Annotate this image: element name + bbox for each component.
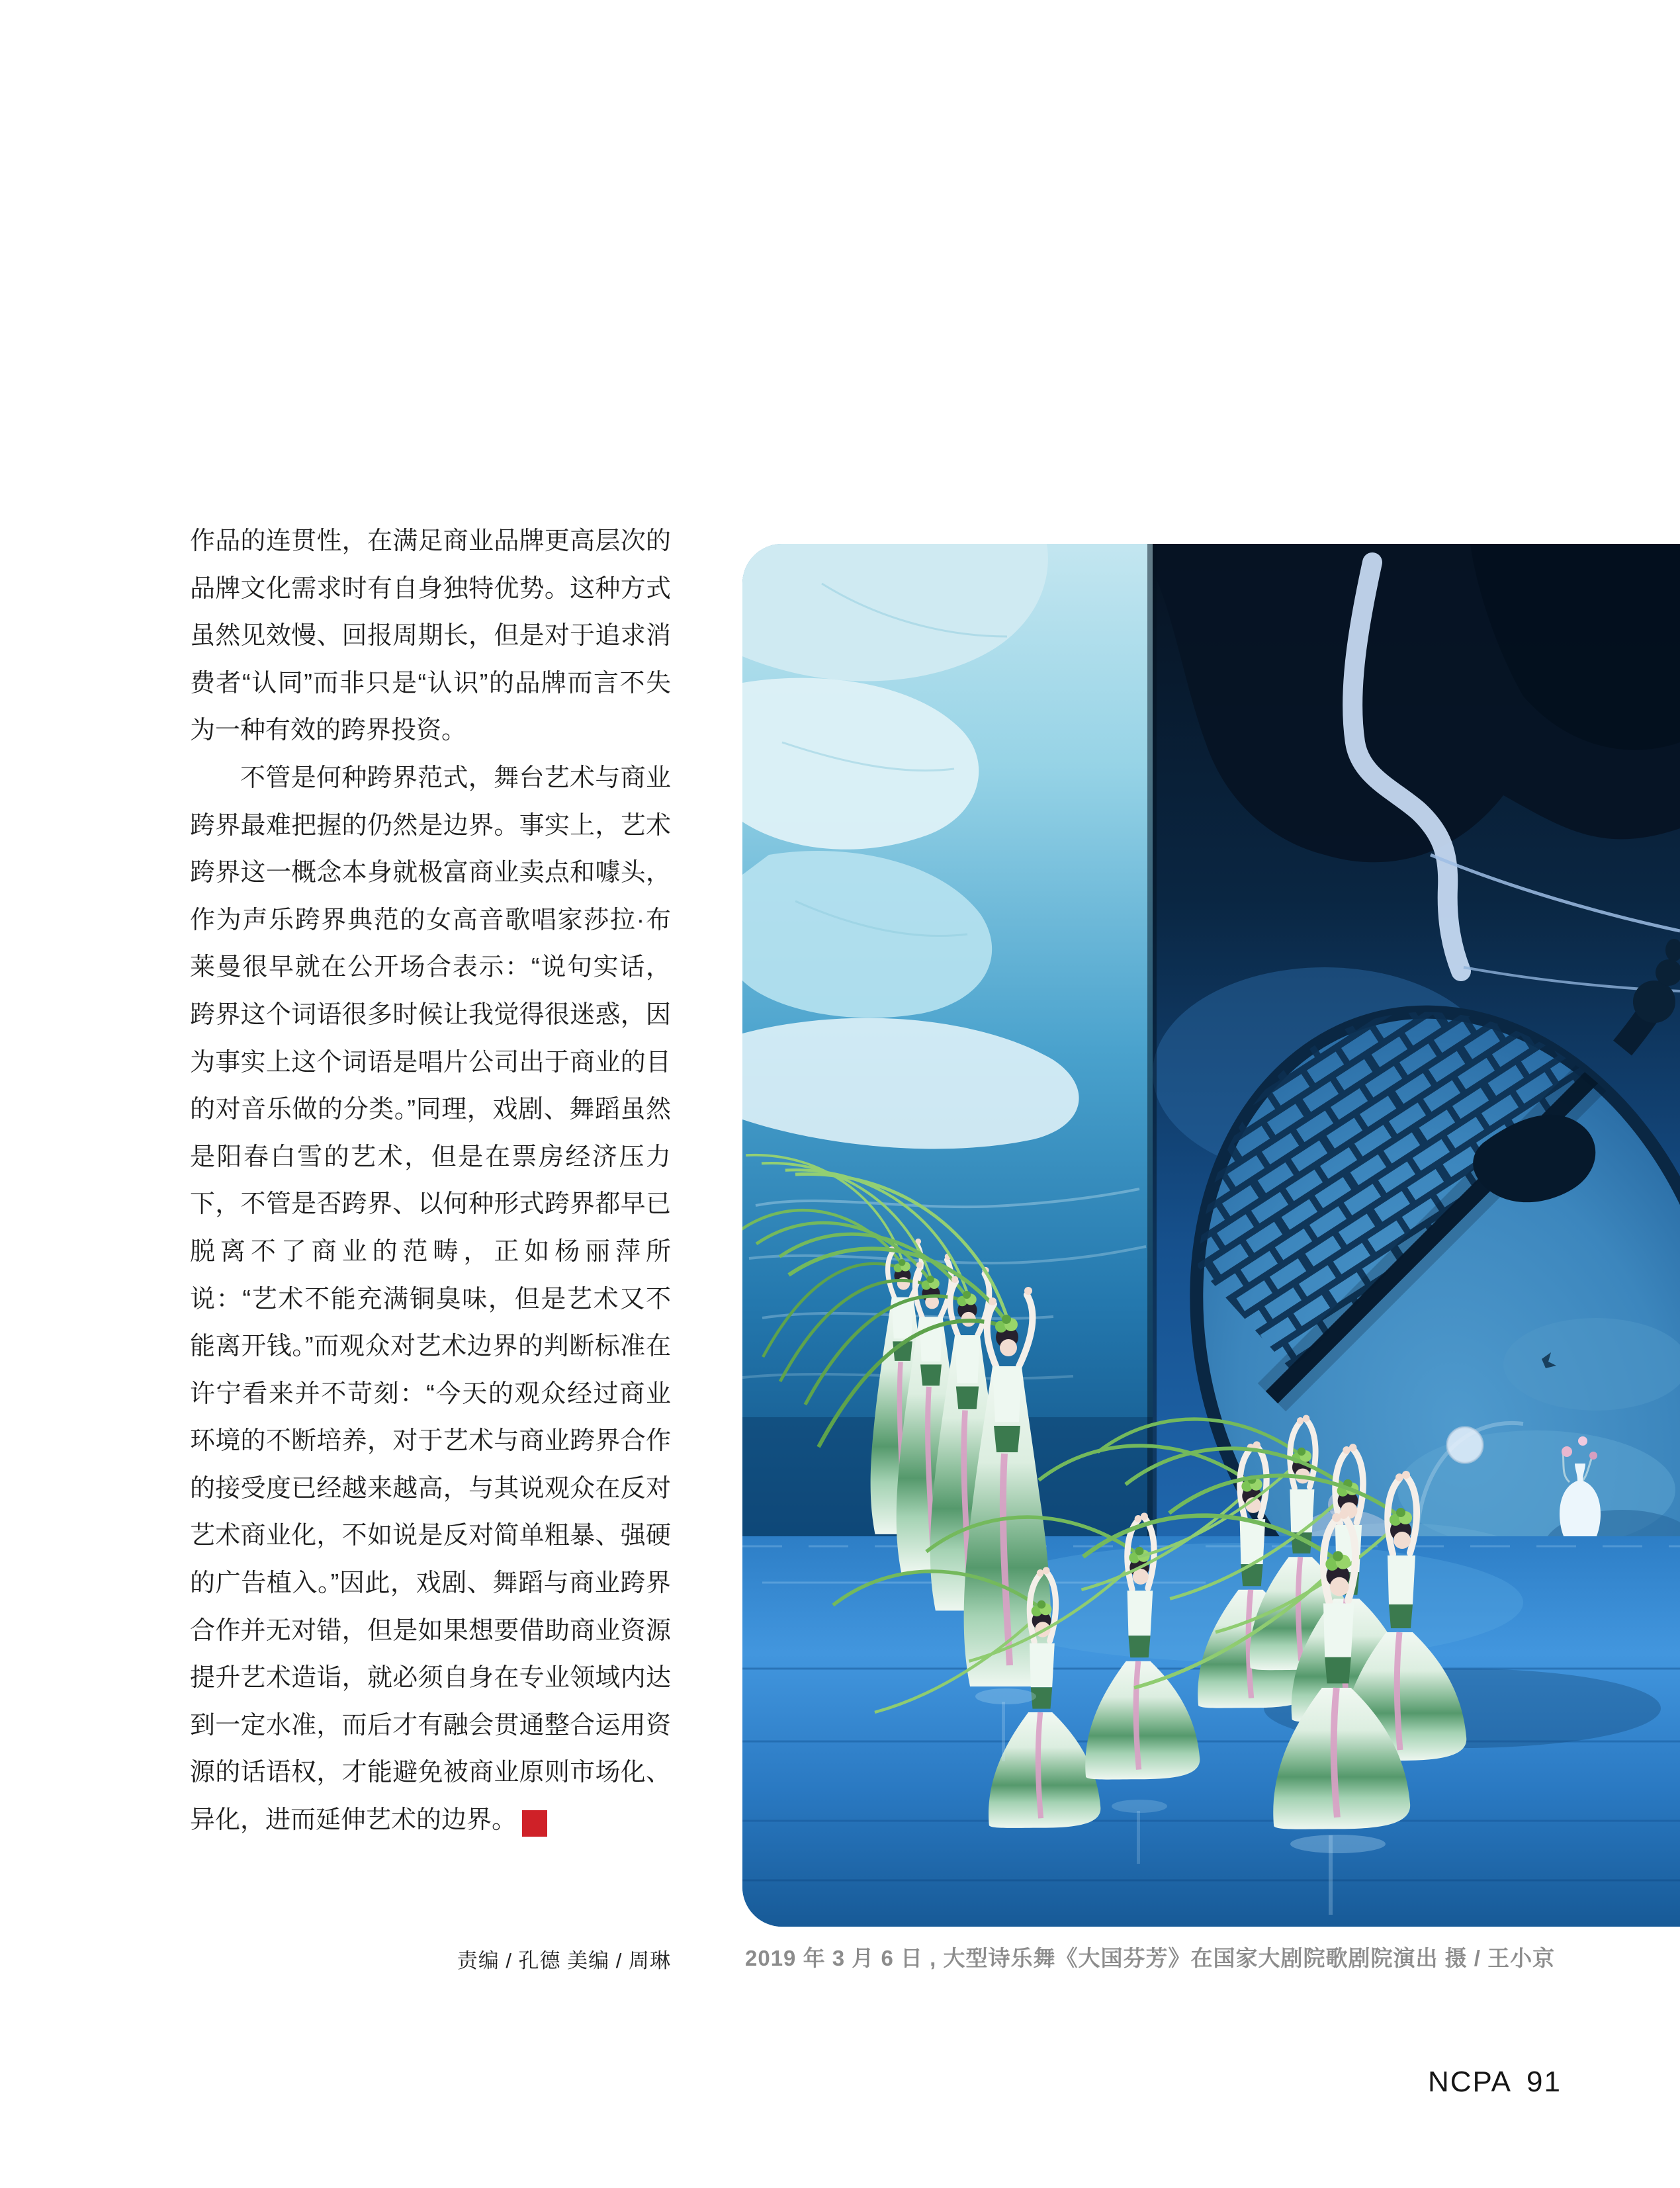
page-number: 91 (1526, 2066, 1562, 2098)
article-paragraph: 作品的连贯性，在满足商业品牌更高层次的品牌文化需求时有自身独特优势。这种方式虽然见效慢、回报周期长，但是对于追求消费者“认同”而非只是“认识”的品牌而言不失为一种有效的跨界投资。 (190, 527, 671, 745)
stage-floor (742, 1536, 1680, 1927)
editor-credit: 责编 / 孔德 美编 / 周琳 (457, 1949, 671, 1972)
page-footer (1428, 2066, 1562, 2099)
article-paragraph (190, 755, 671, 1845)
article-paragraph-text: 不管是何种跨界范式，舞台艺术与商业跨界最难把握的仍然是边界。事实上，艺术跨界这一概念本身就极富商业卖点和噱头，作为声乐跨界典范的女高音歌唱家莎拉·布莱曼很早就在公开场合表示：“说句实话，跨界这个词语很多时候让我觉得很迷惑，因为事实上这个词语是唱片公司出于商业的目的对音乐做的分类。”同理，戏剧、舞蹈虽然是阳春白雪的艺术，但是在票房经济压力下，不管是否跨界、以何种形式跨界都早已脱离不了商业的范畴，正如杨丽萍所说：“艺术不能充满铜臭味，但是艺术又不能离开钱。”而观众对艺术边界的判断标准在许宁看来并不苛刻：“今天的观众经过商业环境的不断培养，对于艺术与商业跨界合作的接受度已经越来越高，与其说观众在反对艺术商业化，不如说是反对简单粗暴、强硬的广告植入。”因此，戏剧、舞蹈与商业跨界合作并无对错，但是如果想要借助商业资源提升艺术造诣，就必须自身在专业领域内达到一定水准，而后才有融会贯通整合运用资源的话语权，才能避免被商业原则市场化、异化，进而延伸艺术的边界。 (190, 764, 671, 1835)
stage-photo (742, 544, 1680, 1927)
footer-brand: NCPA (1428, 2066, 1512, 2098)
article-column (190, 518, 671, 1845)
ncpa-end-stamp-icon (522, 1810, 588, 1837)
stamp-line: NC (572, 1812, 588, 1823)
photo-caption: 2019 年 3 月 6 日 , 大型诗乐舞《大国芬芳》在国家大剧院歌剧院演出 摄 / 王小京 (745, 1946, 1556, 1970)
stamp-line: PA (572, 1823, 587, 1835)
stage-photo-illustration (742, 544, 1680, 1927)
